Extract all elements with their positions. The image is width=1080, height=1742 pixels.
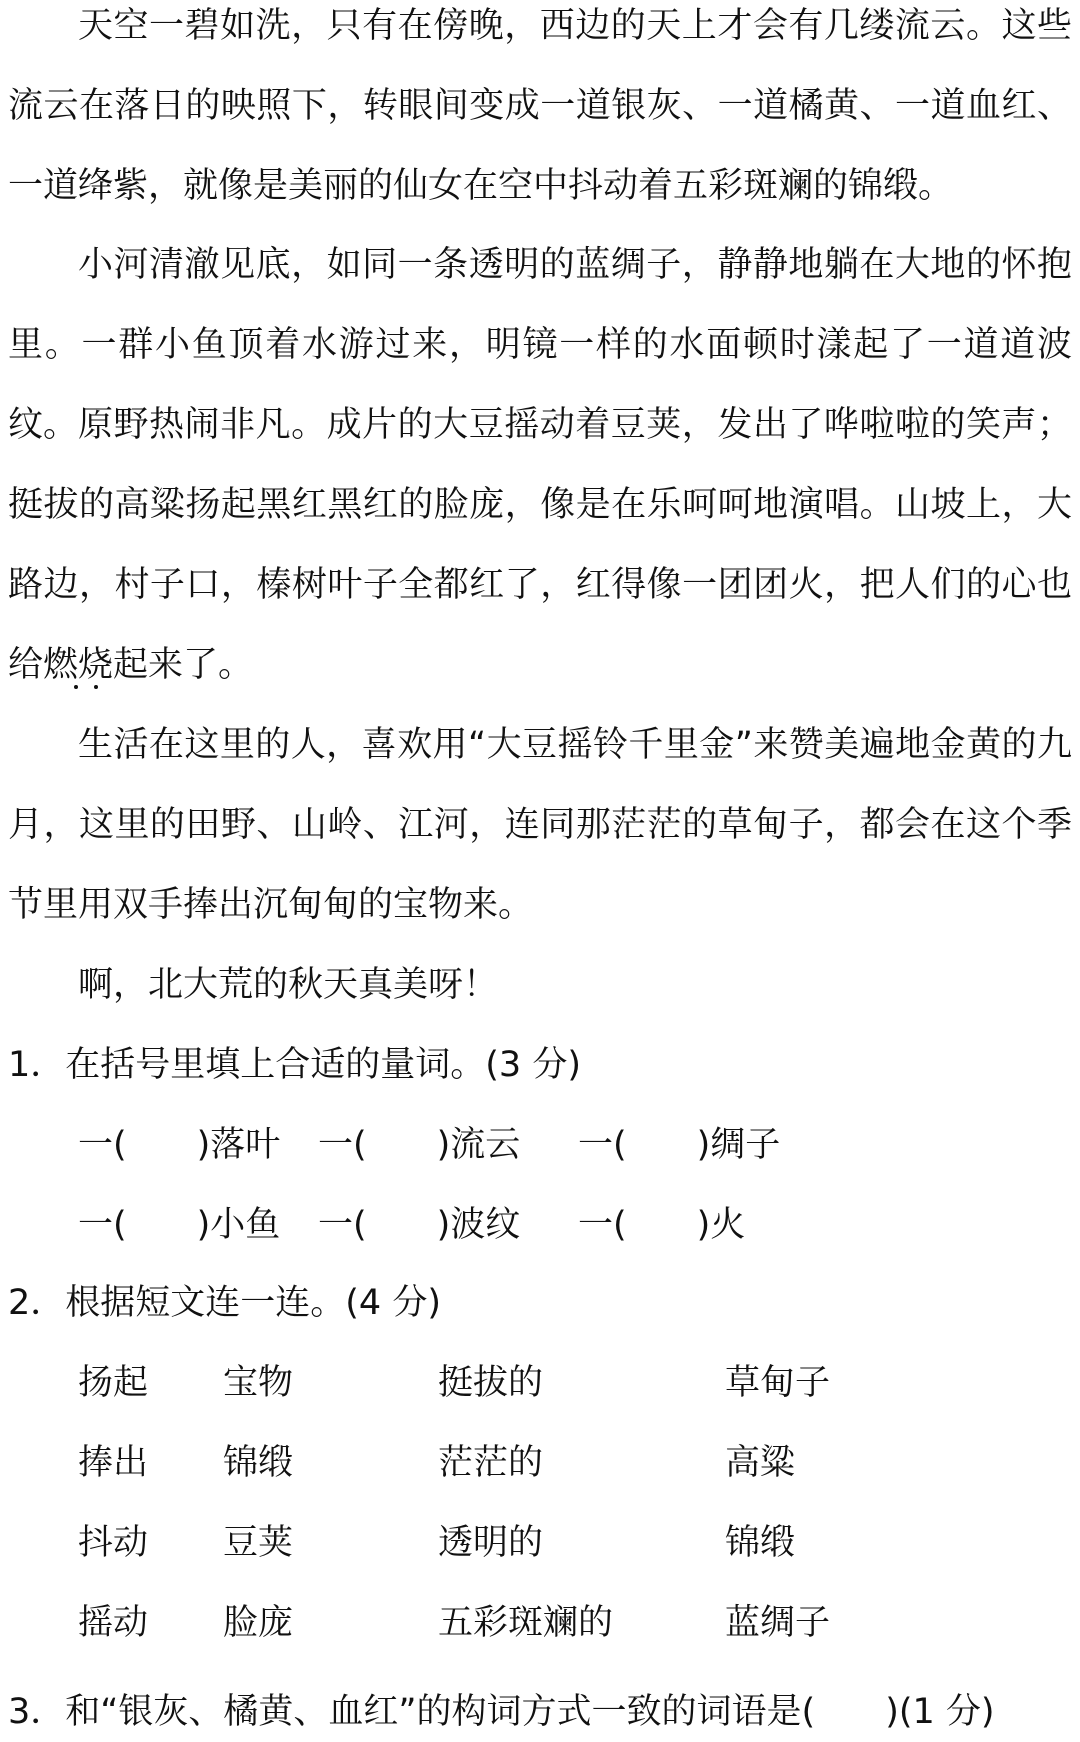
blank-open: 一(: [318, 1125, 367, 1165]
question-1-prompt: 1．在括号里填上合适的量词。(3 分): [8, 1045, 581, 1085]
matching-table: [78, 1353, 925, 1673]
match-verb[interactable]: 摇动: [78, 1603, 149, 1643]
matching-row: [78, 1513, 925, 1593]
match-noun[interactable]: 锦缎: [223, 1443, 294, 1483]
measure-word-blank[interactable]: [318, 1195, 578, 1255]
question-3-prompt: 3．和“银灰、橘黄、血红”的构词方式一致的词语是( )(1 分): [8, 1692, 995, 1732]
blank-close: )波纹: [436, 1205, 521, 1245]
emphasis-dot: [74, 685, 78, 689]
match-adjective[interactable]: 透明的: [438, 1523, 544, 1563]
blank-close: )绸子: [696, 1125, 781, 1165]
measure-word-blank[interactable]: [318, 1115, 578, 1175]
match-verb[interactable]: 抖动: [78, 1523, 149, 1563]
blank-open: 一(: [318, 1205, 367, 1245]
blank-open: 一(: [578, 1125, 627, 1165]
emphasis-dot: [94, 685, 98, 689]
match-object[interactable]: 锦缎: [725, 1523, 796, 1563]
blank-close: )落叶: [196, 1125, 281, 1165]
match-adjective[interactable]: 挺拔的: [438, 1363, 544, 1403]
match-noun[interactable]: 宝物: [223, 1363, 294, 1403]
blank-close: )火: [696, 1205, 746, 1245]
measure-word-blank[interactable]: [78, 1115, 318, 1175]
emphasis-dots: [70, 685, 110, 695]
blank-open: 一(: [578, 1205, 627, 1245]
match-verb[interactable]: 捧出: [78, 1443, 149, 1483]
measure-word-blank[interactable]: [578, 1195, 818, 1255]
matching-row: [78, 1593, 925, 1673]
matching-row: [78, 1433, 925, 1513]
question-1-row-1: [78, 1115, 818, 1175]
measure-word-blank[interactable]: [578, 1115, 818, 1175]
blank-open: 一(: [78, 1125, 127, 1165]
passage-paragraph-2: 小河清澈见底，如同一条透明的蓝绸子，静静地躺在大地的怀抱里。一群小鱼顶着水游过来，明镜一样的水面顿时漾起了一道道波纹。: [8, 245, 1072, 445]
question-2-prompt: 2．根据短文连一连。(4 分): [8, 1283, 441, 1323]
blank-close: )小鱼: [196, 1205, 281, 1245]
matching-row: [78, 1353, 925, 1433]
blank-close: )流云: [436, 1125, 521, 1165]
passage-paragraph-3: 原野热闹非凡。成片的大豆摇动着豆荚，发出了哗啦啦的笑声；挺拔的高粱扬起黑红黑红的脸庞，像是在乐呵呵地演唱。山坡上，大路边，村子口，榛树叶子全都红了，红得像一团团火，把人们的心也给燃烧起来了。: [8, 405, 1072, 685]
passage-paragraph-4: 生活在这里的人，喜欢用“大豆摇铃千里金”来赞美遍地金黄的九月，这里的田野、山岭、江河，连同那茫茫的草甸子，都会在这个季节里用双手捧出沉甸甸的宝物来。: [8, 725, 1072, 925]
measure-word-blank[interactable]: [78, 1195, 318, 1255]
match-adjective[interactable]: 五彩斑斓的: [438, 1603, 614, 1643]
match-noun[interactable]: 脸庞: [223, 1603, 294, 1643]
match-verb[interactable]: 扬起: [78, 1363, 149, 1403]
passage-paragraph-1: 天空一碧如洗，只有在傍晚，西边的天上才会有几缕流云。这些流云在落日的映照下，转眼间变成一道银灰、一道橘黄、一道血红、一道绛紫，就像是美丽的仙女在空中抖动着五彩斑斓的锦缎。: [8, 6, 1072, 206]
passage-paragraph-5: 啊，北大荒的秋天真美呀！: [78, 965, 499, 1005]
match-object[interactable]: 草甸子: [725, 1363, 831, 1403]
match-adjective[interactable]: 茫茫的: [438, 1443, 544, 1483]
question-1-row-2: [78, 1195, 818, 1255]
match-object[interactable]: 蓝绸子: [725, 1603, 831, 1643]
match-object[interactable]: 高粱: [725, 1443, 796, 1483]
match-noun[interactable]: 豆荚: [223, 1523, 294, 1563]
blank-open: 一(: [78, 1205, 127, 1245]
